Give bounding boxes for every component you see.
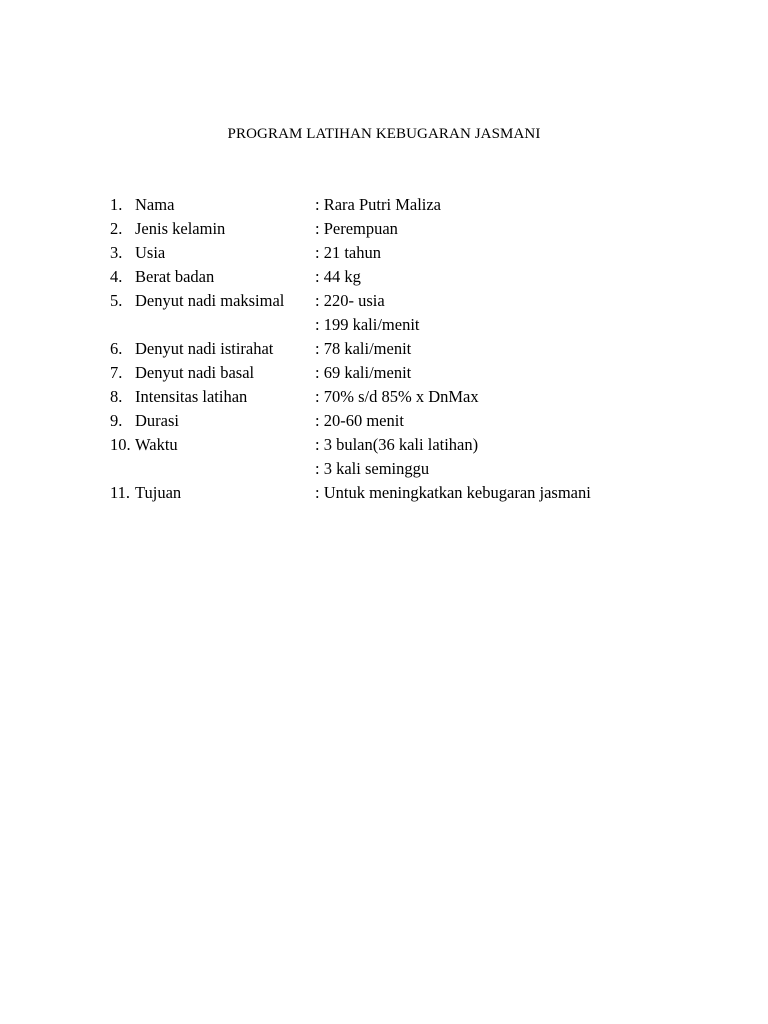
item-number: 4.	[110, 267, 123, 286]
item-value: : Untuk meningkatkan kebugaran jasmani	[315, 483, 591, 502]
item-number: 8.	[110, 387, 123, 406]
item-value: : 199 kali/menit	[315, 315, 420, 334]
item-value: : 78 kali/menit	[315, 339, 412, 358]
item-value: : 21 tahun	[315, 243, 381, 262]
list-item	[110, 361, 730, 385]
item-number: 11.	[110, 483, 131, 502]
list-item	[110, 265, 730, 289]
item-label: Usia	[135, 243, 166, 262]
list-item	[110, 433, 730, 457]
item-value: : 3 kali seminggu	[315, 459, 430, 478]
item-number: 10.	[110, 435, 131, 454]
item-value: : 3 bulan(36 kali latihan)	[315, 435, 479, 454]
item-number: 3.	[110, 243, 123, 262]
item-label: Berat badan	[135, 267, 215, 286]
item-number	[110, 457, 135, 481]
item-label	[135, 457, 315, 481]
item-value: : Perempuan	[315, 219, 398, 238]
list-item	[110, 217, 730, 241]
item-label: Jenis kelamin	[135, 219, 226, 238]
item-number: 2.	[110, 219, 123, 238]
item-value: : 70% s/d 85% x DnMax	[315, 387, 479, 406]
list-item	[110, 289, 730, 313]
item-value: : 69 kali/menit	[315, 363, 412, 382]
item-label: Denyut nadi basal	[135, 363, 255, 382]
program-list	[110, 193, 730, 505]
item-value: : 220- usia	[315, 291, 385, 310]
item-label: Intensitas latihan	[135, 387, 248, 406]
item-value: : 44 kg	[315, 267, 361, 286]
item-value: : 20-60 menit	[315, 411, 404, 430]
item-label: Waktu	[135, 435, 178, 454]
list-item-continuation	[110, 457, 730, 481]
list-item	[110, 385, 730, 409]
item-number: 9.	[110, 411, 123, 430]
item-number: 7.	[110, 363, 123, 382]
item-label: Durasi	[135, 411, 179, 430]
list-item	[110, 193, 730, 217]
item-number: 5.	[110, 291, 123, 310]
list-item	[110, 337, 730, 361]
item-number: 1.	[110, 195, 123, 214]
list-item	[110, 241, 730, 265]
list-item-continuation	[110, 313, 730, 337]
item-number	[110, 313, 135, 337]
list-item	[110, 409, 730, 433]
item-number: 6.	[110, 339, 123, 358]
document-title: PROGRAM LATIHAN KEBUGARAN JASMANI	[227, 126, 541, 142]
list-item	[110, 481, 730, 505]
item-label: Tujuan	[135, 483, 182, 502]
item-label: Denyut nadi maksimal	[135, 291, 285, 310]
item-label: Nama	[135, 195, 175, 214]
item-label	[135, 313, 315, 337]
item-label: Denyut nadi istirahat	[135, 339, 274, 358]
item-value: : Rara Putri Maliza	[315, 195, 442, 214]
